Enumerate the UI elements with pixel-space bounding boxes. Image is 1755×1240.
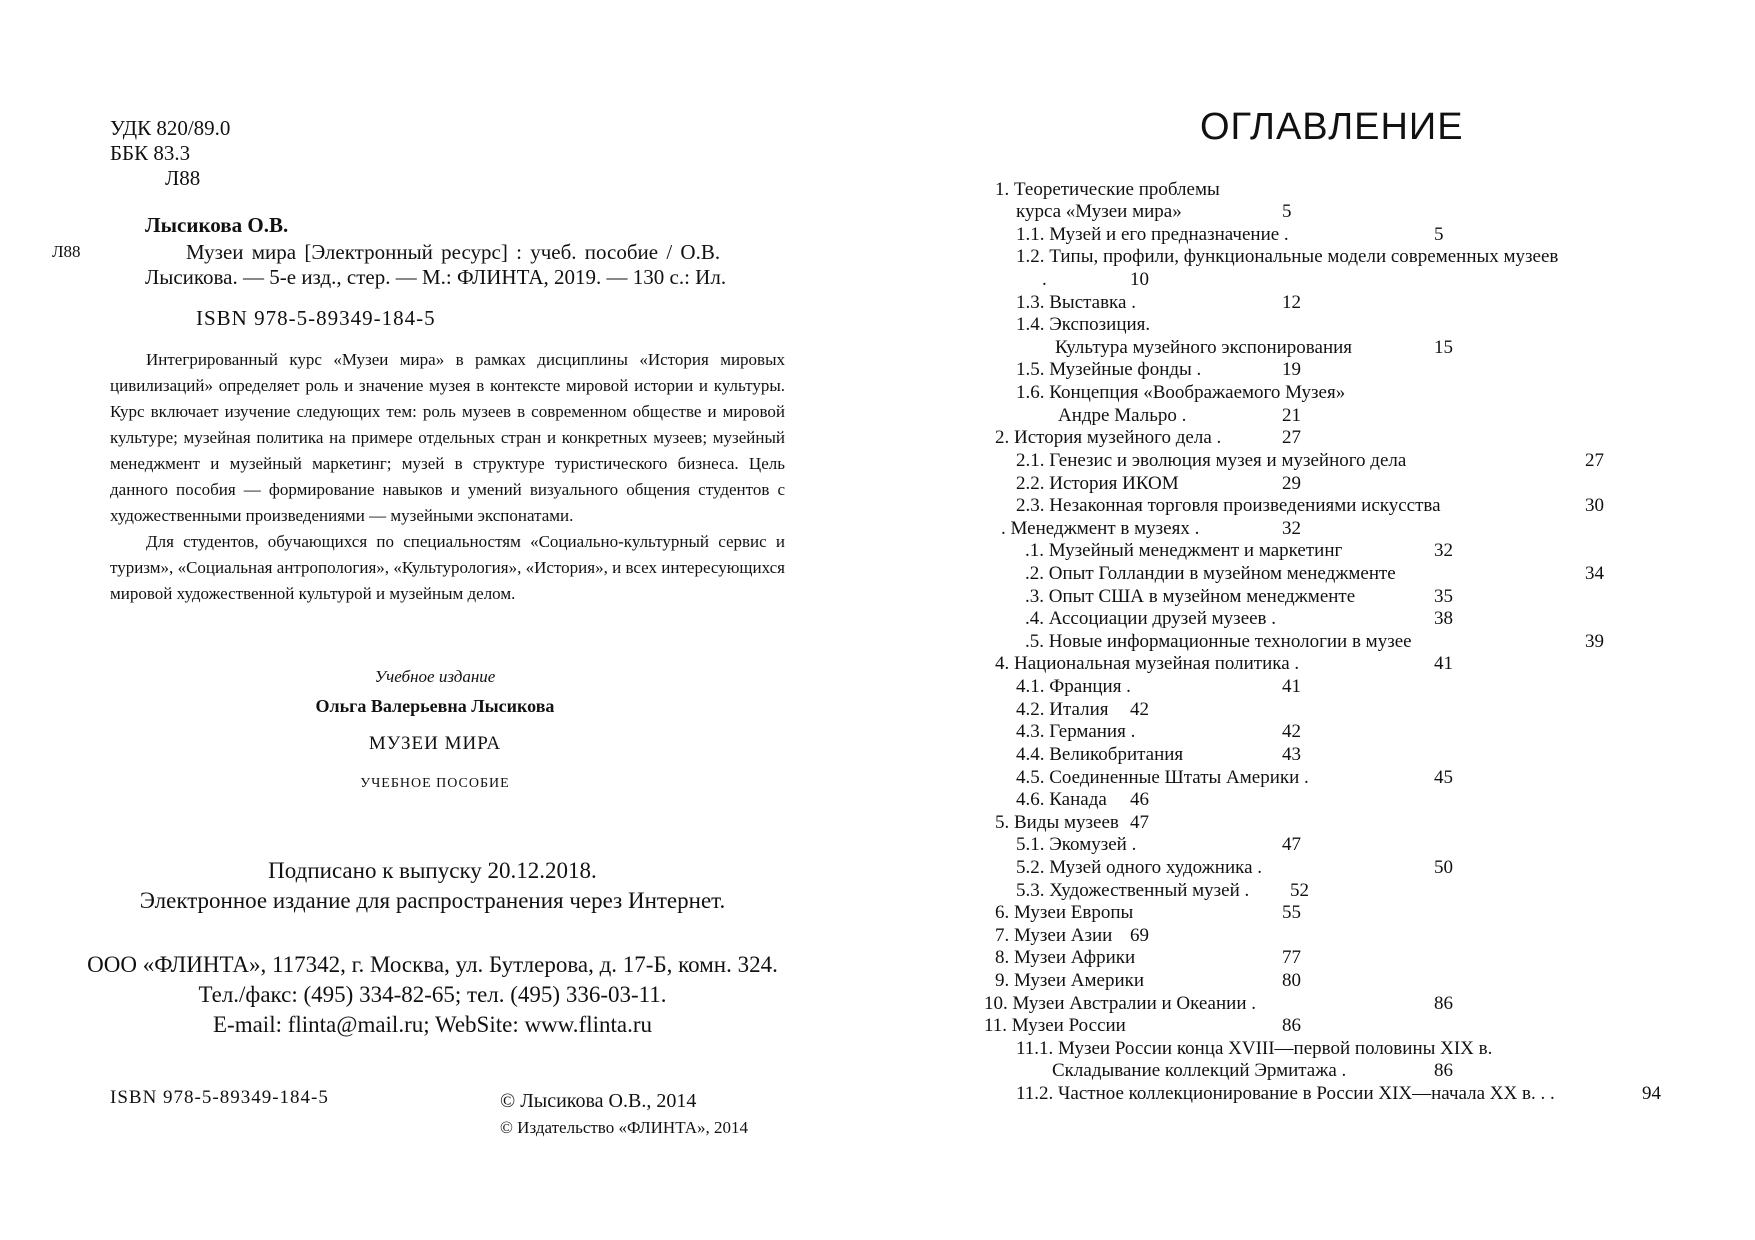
publisher-phones: Тел./факс: (495) 334-82-65; тел. (495) 336-03-11. [198, 982, 667, 1007]
annotation-paragraph-1: Интегрированный курс «Музеи мира» в рамках дисциплины «История мировых цивилизаций» определяет роль и значение музея в контексте мировой истории и культуры. Курс включает изучение следующих тем: роль музеев в современном обществе и мировой культуре; музейная политика на примере отдельных стран и конкретных музеев; музейный менеджмент и музейный маркетинг; музей в структуре туристического бизнеса. Цель данного пособия — формирование навыков и умений визуального общения студентов с художественными произведениями — музейными экспонатами. [110, 350, 785, 525]
toc-page-number: 35 [1434, 586, 1453, 607]
book-subtitle: УЧЕБНОЕ ПОСОБИЕ [360, 776, 510, 791]
toc-entry: 1.3. Выставка . [1016, 292, 1136, 313]
udk-code: УДК 820/89.0 [110, 116, 231, 140]
copyright-publisher: © Издательство «ФЛИНТА», 2014 [500, 1118, 749, 1137]
isbn-top: ISBN 978-5-89349-184-5 [196, 306, 436, 330]
toc-entry: 8. Музеи Африки [995, 947, 1136, 968]
toc-page-number: 46 [1130, 789, 1149, 810]
distribution-line: Электронное издание для распространения через Интернет. [139, 888, 726, 913]
toc-entry: 2. История музейного дела . [995, 427, 1222, 448]
toc-entry: 4. Национальная музейная политика . [995, 653, 1300, 674]
toc-page-number: 77 [1282, 947, 1301, 968]
toc-page-number: 80 [1282, 970, 1301, 991]
toc-page-number: 32 [1282, 518, 1301, 539]
toc-entry: 5. Виды музеев [995, 812, 1119, 833]
toc-page-number: 10 [1130, 269, 1149, 290]
author-heading: Лысикова О.В. [145, 213, 289, 237]
toc-page-number: 86 [1282, 1015, 1301, 1036]
toc-entry: 1. Теоретические проблемы [995, 179, 1220, 200]
toc-page-number: 42 [1130, 699, 1149, 720]
toc-page-number: 69 [1130, 925, 1149, 946]
toc-page-number: 15 [1434, 337, 1453, 358]
biblio-line-1: Музеи мира [Электронный ресурс] : учеб. пособие / О.В. [186, 240, 721, 264]
toc-entry: 4.1. Франция . [1016, 676, 1131, 697]
toc-page-number: 32 [1434, 540, 1453, 561]
toc-page-number: 45 [1434, 767, 1453, 788]
book-title: МУЗЕИ МИРА [368, 733, 502, 754]
toc-page-number: 12 [1282, 292, 1301, 313]
toc-entry: 4.3. Германия . [1016, 721, 1136, 742]
toc-page-number: 39 [1585, 631, 1604, 652]
toc-page-number: 94 [1642, 1083, 1661, 1104]
toc-entry: 2.3. Незаконная торговля произведениями искусства [1016, 495, 1441, 516]
full-author: Ольга Валерьевна Лысикова [315, 696, 555, 716]
toc-entry: 9. Музеи Америки [995, 970, 1145, 991]
toc-page-number: 55 [1282, 902, 1301, 923]
author-mark: Л88 [165, 166, 201, 190]
toc-entry: курса «Музеи мира» [1016, 201, 1182, 222]
toc-entry: 5.2. Музей одного художника . [1016, 857, 1262, 878]
toc-page-number: 21 [1282, 405, 1301, 426]
toc-entry: .3. Опыт США в музейном менеджменте [1025, 586, 1356, 607]
toc-entry: 1.6. Концепция «Воображаемого Музея» [1016, 382, 1346, 403]
toc-entry: 1.2. Типы, профили, функциональные модели современных музеев [1016, 246, 1559, 267]
annotation-paragraph-2: Для студентов, обучающихся по специальностям «Социально-культурный сервис и туризм», «Социальная антропология», «Культурология», «История», и всех интересующихся мировой художественной культурой и музейным делом. [110, 532, 785, 603]
toc-page-number: 50 [1434, 857, 1453, 878]
toc-entry: 11. Музеи России [984, 1015, 1126, 1036]
biblio-line-2: Лысикова. — 5-е изд., стер. — М.: ФЛИНТА, 2019. — 130 с.: Ил. [145, 265, 727, 289]
toc-page-number: 52 [1290, 880, 1309, 901]
toc-entry: . Менеджмент в музеях . [1001, 518, 1200, 539]
toc-page-number: 47 [1282, 834, 1301, 855]
toc-entry: 5.1. Экомузей . [1016, 834, 1137, 855]
toc-page-number: 47 [1130, 812, 1149, 833]
toc-entry: 10. Музеи Австралии и Океании . [984, 993, 1256, 1014]
toc-page-number: 34 [1585, 563, 1604, 584]
toc-entry: 6. Музеи Европы [995, 902, 1134, 923]
toc-entry: 2.2. История ИКОМ [1016, 473, 1179, 494]
bbk-code: ББК 83.3 [110, 141, 191, 165]
toc-entry: 1.4. Экспозиция. [1016, 314, 1151, 335]
toc-entry: 1.1. Музей и его предназначение . [1016, 224, 1289, 245]
edition-type: Учебное издание [374, 667, 496, 686]
toc-page-number: 42 [1282, 721, 1301, 742]
toc-page-number: 86 [1434, 993, 1453, 1014]
margin-mark: Л88 [52, 242, 81, 261]
toc-page-number: 5 [1282, 201, 1292, 222]
toc-entry: 4.5. Соединенные Штаты Америки . [1016, 767, 1309, 788]
publisher-address: ООО «ФЛИНТА», 117342, г. Москва, ул. Бутлерова, д. 17-Б, комн. 324. [87, 952, 778, 977]
toc-entry: .1. Музейный менеджмент и маркетинг [1025, 540, 1343, 561]
toc-page-number: 41 [1434, 653, 1453, 674]
toc-page-number: 41 [1282, 676, 1301, 697]
toc-entry: 4.6. Канада [1016, 789, 1107, 810]
copyright-author: © Лысикова О.В., 2014 [500, 1090, 697, 1112]
toc-page-number: 27 [1585, 450, 1604, 471]
toc-entry: 4.4. Великобритания [1016, 744, 1184, 765]
toc-page-number: 27 [1282, 427, 1301, 448]
isbn-bottom: ISBN 978-5-89349-184-5 [110, 1087, 329, 1108]
toc-entry: Андре Мальро . [1058, 405, 1187, 426]
toc-entry: .2. Опыт Голландии в музейном менеджменте [1025, 563, 1396, 584]
toc-entry: 5.3. Художественный музей . [1016, 880, 1250, 901]
publisher-contacts: E-mail: flinta@mail.ru; WebSite: www.flinta.ru [213, 1012, 652, 1037]
toc-entry: . [1042, 269, 1047, 290]
toc-entry: 11.1. Музеи России конца XVIII—первой половины XIX в. [1016, 1038, 1493, 1059]
toc-page-number: 5 [1434, 224, 1444, 245]
toc-entry: .5. Новые информационные технологии в музее [1025, 631, 1412, 652]
toc-entry: 4.2. Италия [1016, 699, 1109, 720]
toc-entry: 2.1. Генезис и эволюция музея и музейного дела [1016, 450, 1407, 471]
toc-entry: 11.2. Частное коллекционирование в России XIX—начала XX в. . . [1016, 1083, 1555, 1104]
annotation [110, 347, 785, 607]
toc-entry: 7. Музеи Азии [995, 925, 1113, 946]
toc-page-number: 19 [1282, 359, 1301, 380]
toc-page-number: 30 [1585, 495, 1604, 516]
toc-page-number: 86 [1434, 1060, 1453, 1081]
toc-page-number: 38 [1434, 608, 1453, 629]
toc-entry: Культура музейного экспонирования [1055, 337, 1353, 358]
toc-title: ОГЛАВЛЕНИЕ [1200, 106, 1464, 148]
toc-entry: 1.5. Музейные фонды . [1016, 359, 1202, 380]
toc-entry: Складывание коллекций Эрмитажа . [1052, 1060, 1347, 1081]
toc-page-number: 43 [1282, 744, 1301, 765]
toc-entry: .4. Ассоциации друзей музеев . [1025, 608, 1277, 629]
toc-page-number: 29 [1282, 473, 1301, 494]
signed-line: Подписано к выпуску 20.12.2018. [268, 858, 597, 883]
